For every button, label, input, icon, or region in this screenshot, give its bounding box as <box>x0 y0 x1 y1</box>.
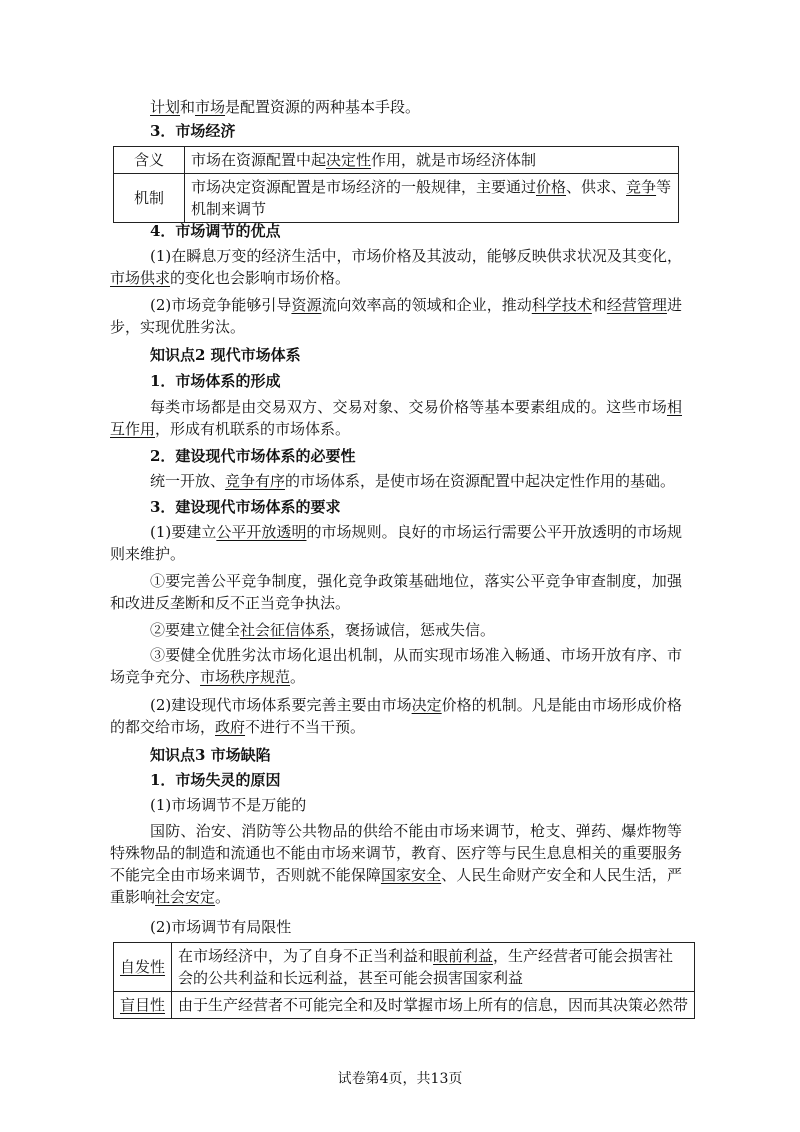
section-title: 3．市场经济 <box>150 122 236 140</box>
knowledge-point-title: 知识点2 现代市场体系 <box>150 346 301 364</box>
subheading: (2)市场调节有局限性 <box>150 918 292 936</box>
subheading: (1)市场调节不是万能的 <box>150 796 307 814</box>
row-content: 市场决定资源配置是市场经济的一般规律，主要通过价格、供求、竞争等机制来调节 <box>185 174 679 223</box>
row-content: 市场在资源配置中起决定性作用，就是市场经济体制 <box>185 147 679 174</box>
page-footer: 试卷第4页，共13页 <box>337 1071 463 1087</box>
term-plan: 计划 <box>150 98 181 116</box>
table-row <box>114 147 679 174</box>
market-limitations-table <box>113 942 695 1019</box>
row-label: 含义 <box>114 147 185 174</box>
row-label: 机制 <box>114 174 185 223</box>
paragraph: 国防、治安、消防等公共物品的供给不能由市场来调节，枪支、弹药、爆炸物等特殊物品的制造和流通也不能由市场来调节，教育、医疗等与民生息息相关的重要服务不能完全由市场来调节，否则就不能保障国家安全、人民生命财产安全和人民生活，严重影响社会安定。 <box>110 822 682 906</box>
table-row <box>114 943 695 992</box>
row-label: 盲目性 <box>114 992 172 1019</box>
subsection-title: 1．市场失灵的原因 <box>150 771 281 789</box>
section-title: 4．市场调节的优点 <box>150 222 281 240</box>
row-content: 由于生产经营者不可能完全和及时掌握市场上所有的信息，因而其决策必然带 <box>172 992 695 1019</box>
paragraph: ③要健全优胜劣汰市场化退出机制，从而实现市场准入畅通、市场开放有序、市场竞争充分、市场秩序规范。 <box>110 646 682 686</box>
paragraph: (1)在瞬息万变的经济生活中，市场价格及其波动，能够反映供求状况及其变化，市场供求的变化也会影响市场价格。 <box>110 247 682 287</box>
paragraph: (2)市场竞争能够引导资源流向效率高的领域和企业，推动科学技术和经营管理进步，实现优胜劣汰。 <box>110 296 682 336</box>
table-row <box>114 992 695 1019</box>
subsection-title: 2．建设现代市场体系的必要性 <box>150 447 356 465</box>
paragraph: 每类市场都是由交易双方、交易对象、交易价格等基本要素组成的。这些市场相互作用，形成有机联系的市场体系。 <box>110 398 682 438</box>
knowledge-point-title: 知识点3 市场缺陷 <box>150 746 271 764</box>
paragraph: ②要建立健全社会征信体系，褒扬诚信，惩戒失信。 <box>150 621 496 639</box>
row-content: 在市场经济中，为了自身不正当利益和眼前利益，生产经营者可能会损害社会的公共利益和长远利益，甚至可能会损害国家利益 <box>172 943 695 992</box>
market-economy-table <box>113 146 679 223</box>
paragraph: ①要完善公平竞争制度，强化竞争政策基础地位，落实公平竞争审查制度，加强和改进反垄断和反不正当竞争执法。 <box>110 572 682 612</box>
paragraph: (2)建设现代市场体系要完善主要由市场决定价格的机制。凡是能由市场形成价格的都交给市场，政府不进行不当干预。 <box>110 696 682 736</box>
paragraph: (1)要建立公平开放透明的市场规则。良好的市场运行需要公平开放透明的市场规则来维护。 <box>110 523 682 563</box>
subsection-title: 1．市场体系的形成 <box>150 372 281 390</box>
paragraph: 统一开放、竞争有序的市场体系，是使市场在资源配置中起决定性作用的基础。 <box>150 472 676 490</box>
term-market: 市场 <box>195 98 226 116</box>
subsection-title: 3．建设现代市场体系的要求 <box>150 498 341 516</box>
table-row <box>114 174 679 223</box>
intro-line: 计划和市场是配置资源的两种基本手段。 <box>150 98 421 116</box>
row-label: 自发性 <box>114 943 172 992</box>
